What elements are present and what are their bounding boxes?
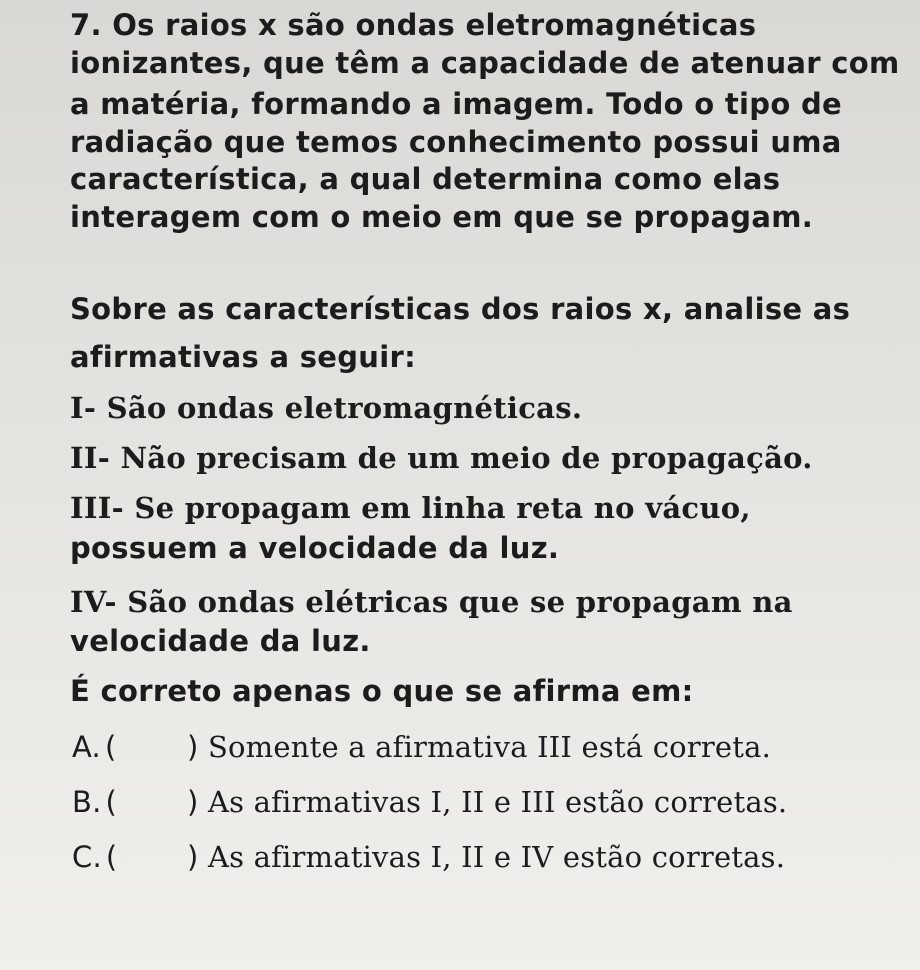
statement-iii-line-2: possuem a velocidade da luz. <box>70 531 560 565</box>
statement-iii-line-1: III- Se propagam em linha reta no vácuo, <box>70 491 751 525</box>
prompt-line-1: Sobre as características dos raios x, analise as <box>70 292 851 326</box>
prompt-line-2: afirmativas a seguir: <box>70 340 416 374</box>
question-intro-line-1: 7. Os raios x são ondas eletromagnéticas <box>70 8 757 42</box>
option-b[interactable] <box>72 785 787 819</box>
option-a[interactable] <box>72 730 771 764</box>
question-intro-line-5: característica, a qual determina como elas <box>70 162 781 196</box>
option-c-text: As afirmativas I, II e IV estão corretas. <box>207 840 786 874</box>
question-intro-line-6: interagem com o meio em que se propagam. <box>70 200 814 234</box>
option-a-open-paren: ( <box>104 730 117 764</box>
question-intro-line-3: a matéria, formando a imagem. Todo o tipo de <box>70 87 842 121</box>
option-c-open-paren: ( <box>105 840 118 874</box>
instruction: É correto apenas o que se afirma em: <box>70 674 694 708</box>
statement-ii: II- Não precisam de um meio de propagação. <box>70 441 813 475</box>
statement-iv-line-2: velocidade da luz. <box>70 624 371 658</box>
option-c[interactable] <box>72 840 785 874</box>
option-b-text: As afirmativas I, II e III estão corretas. <box>207 785 788 819</box>
statement-iv-line-1: IV- São ondas elétricas que se propagam na <box>70 585 793 619</box>
option-a-close-paren: ) <box>187 730 199 764</box>
question-intro-line-4: radiação que temos conhecimento possui uma <box>70 125 842 159</box>
option-b-open-paren: ( <box>105 785 118 819</box>
option-c-close-paren: ) <box>187 840 199 874</box>
option-b-letter: B. <box>72 785 102 819</box>
option-a-text: Somente a afirmativa III está correta. <box>207 730 772 764</box>
question-intro-line-2: ionizantes, que têm a capacidade de atenuar com <box>70 46 900 80</box>
option-c-letter: C. <box>72 840 102 874</box>
option-a-letter: A. <box>72 730 101 764</box>
statement-i: I- São ondas eletromagnéticas. <box>70 391 583 425</box>
option-b-close-paren: ) <box>187 785 199 819</box>
